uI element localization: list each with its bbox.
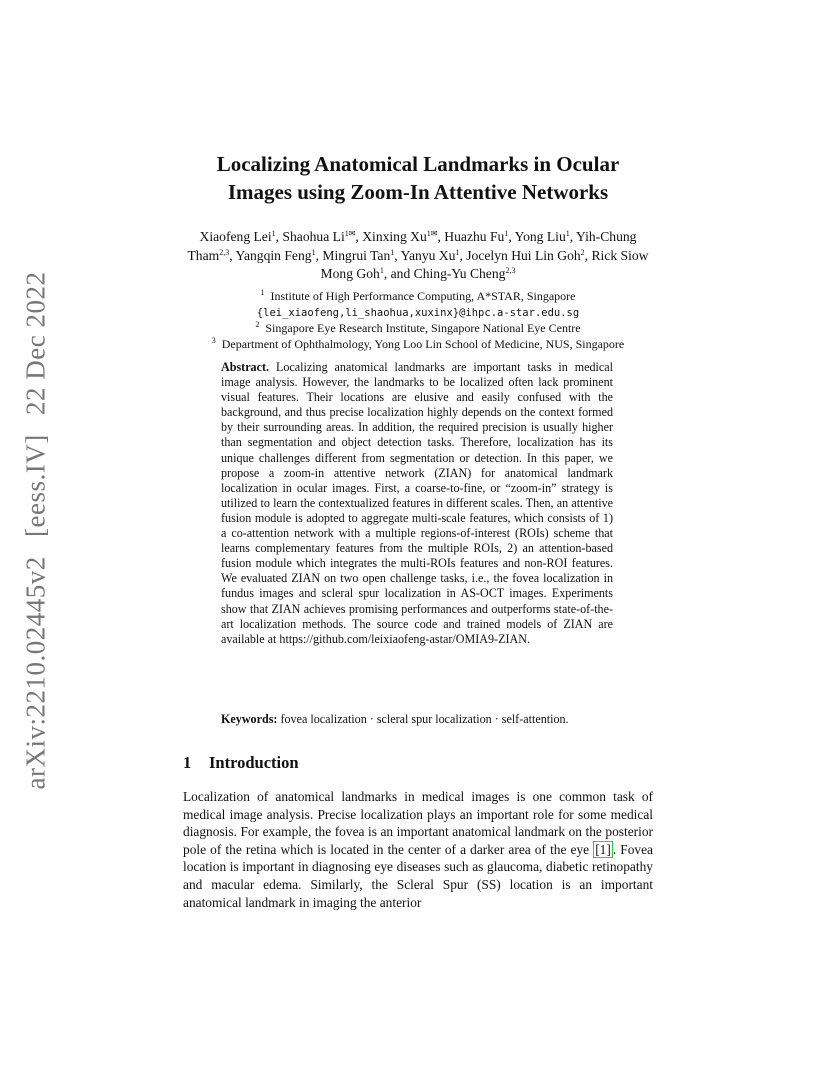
author-name: Jocelyn Hui Lin Goh [466,247,581,263]
author-name: Yangqin Feng [235,247,312,263]
author-affiliation-mark: 1 [504,229,509,238]
author-name: Mingrui Tan [322,247,391,263]
affiliation-2: $^2$ Singapore Eye Research Institute, Singapore National Eye Centre [255,320,581,335]
keywords [221,712,621,727]
citation-link[interactable]: [1] [595,841,611,857]
author-name: Yih-Chung Tham [187,229,637,263]
section-title: Introduction [209,753,299,772]
intro-text-2: . Fovea location is important in diagnosing eye diseases such as glaucoma, diabetic retinopathy and macular edema. Similarly, the Scleral Spur (SS) location is an important anatomical landmark in imaging the anterior [183,841,653,910]
author-name: Xinxing Xu [362,229,427,244]
author-affiliation-mark: 1 [311,247,316,257]
author-separator: , [394,247,401,263]
author-separator: , [315,247,323,263]
author-name: Shaohua Li [282,229,345,244]
author-name: Rick Siow Mong Goh [320,247,649,281]
author-affiliation-mark: 1✉ [426,229,438,238]
arxiv-date: 22 Dec 2022 [20,271,51,415]
author-separator: , [508,229,515,244]
author-name: Ching-Yu Cheng [413,266,506,281]
author-name: Huazhu Fu [444,229,505,244]
author-affiliation-mark: 1 [390,247,395,257]
paper-title [183,150,653,206]
author-separator: , [459,247,467,263]
title-line-1: Localizing Anatomical Landmarks in Ocular [216,152,620,176]
author-affiliation-mark: 1✉ [344,229,356,238]
affiliation-email: {lei_xiaofeng,li_shaohua,xuxinx}@ihpc.a-star.edu.sg [256,306,580,319]
author-separator: , [355,229,363,244]
affiliation-1: $^1$ Institute of High Performance Computing, A*STAR, Singapore [260,288,576,303]
author-separator: , and [383,266,414,281]
intro-paragraph [183,788,653,911]
author-name: Xiaofeng Lei [199,229,272,244]
intro-text-1: Localization of anatomical landmarks in medical images is one common task of medical image analysis. Precise localization plays an important role for some medical diagnosis. For example, the fovea is an important anatomical landmark on the posterior pole of the retina which is located in the center of a darker area of the eye [183,789,653,857]
section-number: 1 [183,753,192,772]
abstract-label: Abstract. [221,360,270,374]
arxiv-id: arXiv:2210.02445v2 [20,555,51,789]
author-affiliation-mark: 2,3 [505,266,516,275]
author-separator: , [437,229,445,244]
keywords-text: fovea localization · scleral spur localization · self-attention. [280,712,569,726]
author-affiliation-mark: 2 [580,247,585,257]
author-separator: , [229,247,236,263]
arxiv-category: [eess.IV] [20,433,51,537]
abstract-text: Localizing anatomical landmarks are important tasks in medical image analysis. However, the landmarks to be localized often lack prominent visual features. Their locations are elusive and easily confused with the background, and thus precise localization highly depends on the context formed by their surrounding areas. In addition, the required precision is usually higher than segmentation and object detection tasks. Therefore, localization has its unique challenges different from segmentation or detection. In this paper, we propose a zoom-in attentive network (ZIAN) for anatomical landmark localization in ocular images. First, a coarse-to-fine, or “zoom-in” strategy is utilized to learn the contextualized features in different scales. Then, an attentive fusion module is adopted to aggregate multi-scale features, which consists of 1) a co-attention network with a multiple regions-of-interest (ROIs) scheme that learns complementary features from the multiple ROIs, 2) an attention-based fusion module which integrates the multi-ROIs features and non-ROI features. We evaluated ZIAN on two open challenge tasks, i.e., the fovea localization in fundus images and scleral spur localization in AS-OCT images. Experiments show that ZIAN achieves promising performances and outperforms state-of-the-art localization methods. The source code and trained models of ZIAN are available at https://github.com/leixiaofeng-astar/OMIA9-ZIAN. [221,360,613,646]
arxiv-sidebar-stamp [14,271,58,789]
author-separator: , [569,229,577,244]
affiliation-3: $^3$ Department of Ophthalmology, Yong Loo Lin School of Medicine, NUS, Singapore [211,335,625,351]
section-heading [183,753,653,773]
author-separator: , [584,247,592,263]
title-line-2: Images using Zoom-In Attentive Networks [227,180,609,204]
affiliations [170,289,666,352]
author-affiliation-mark: 2,3 [219,247,230,257]
author-list [183,228,653,284]
author-affiliation-mark: 1 [271,229,276,238]
author-separator: , [275,229,283,244]
author-name: Yanyu Xu [400,247,456,263]
keywords-label: Keywords: [221,712,278,726]
author-affiliation-mark: 1 [455,247,460,257]
author-affiliation-mark: 1 [565,229,570,238]
author-affiliation-mark: 1 [379,266,384,275]
abstract [221,360,613,647]
author-name: Yong Liu [514,229,566,244]
